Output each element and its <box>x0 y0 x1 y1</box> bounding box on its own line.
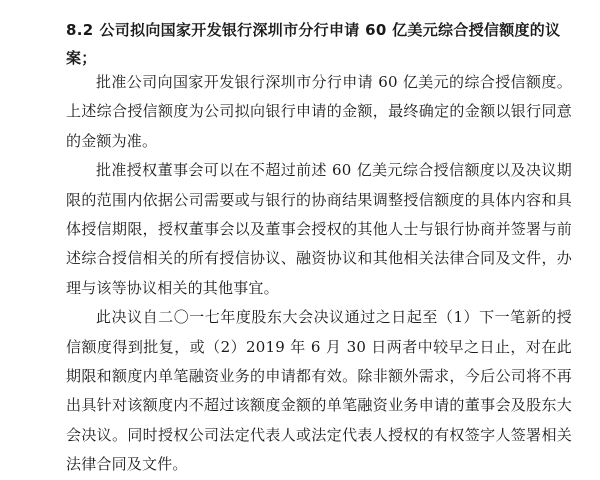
paragraph-validity: 此决议自二〇一七年度股东大会决议通过之日起至（1）下一笔新的授信额度得到批复，或（2）2019 年 6 月 30 日两者中较早之日止，对在此期限和额度内单笔融资业务的申请都有效。除非额外需求，今后公司将不再出具针对该额度内不超过该额度金额的单笔融资业务申请的董事会及股东大会决议。同时授权公司法定代表人或法定代表人授权的有权签字人签署相关法律合同及文件。 <box>66 308 572 474</box>
section-title: 公司拟向国家开发银行深圳市分行申请 60 亿美元综合授信额度的议案； <box>66 21 561 67</box>
document-body <box>66 68 572 480</box>
paragraph-approval: 批准公司向国家开发银行深圳市分行申请 60 亿美元的综合授信额度。上述综合授信额度为公司拟向银行申请的金额，最终确定的金额以银行同意的金额为准。 <box>66 73 572 150</box>
paragraph-authorization: 批准授权董事会可以在不超过前述 60 亿美元综合授信额度以及决议期限的范围内依据公司需要或与银行的协商结果调整授信额度的具体内容和具体授信期限，授权董事会以及董事会授权的其他人士与银行协商并签署与前述综合授信相关的所有授信协议、融资协议和其他相关法律合同及文件，办理与该等协议相关的其他事宜。 <box>66 161 572 297</box>
section-number: 8.2 <box>66 21 94 39</box>
section-heading <box>66 16 572 72</box>
